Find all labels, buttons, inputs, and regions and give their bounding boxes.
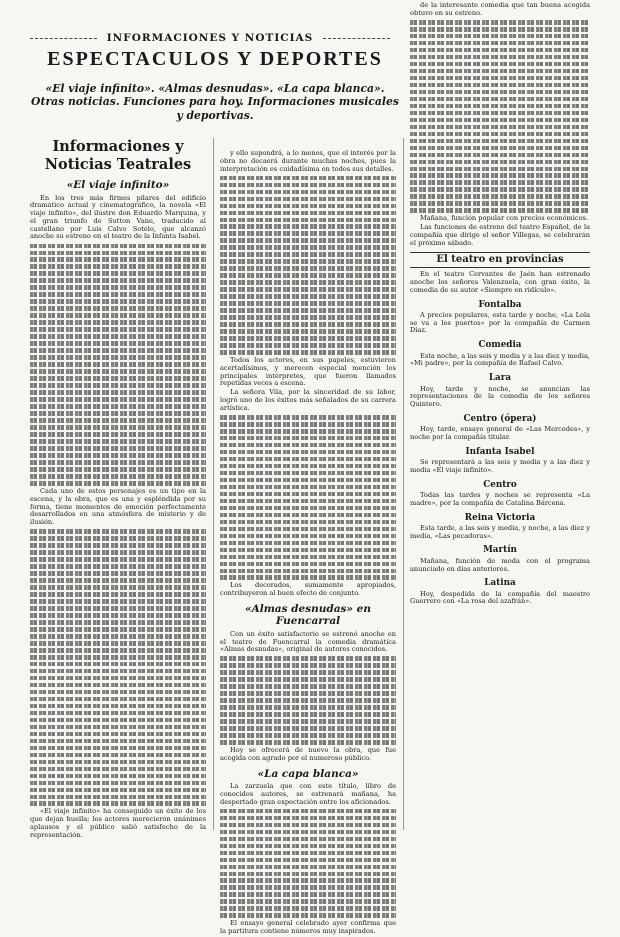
paragraph: La zarzuela que con este título, libro de conocidos autores, se estrenará mañana, ha despertado gran expectación entre los aficionados. — [220, 782, 396, 806]
paragraph-texture — [410, 20, 590, 213]
paragraph: y ello supondrá, a lo menos, que el interés por la obra no decaerá durante muchas noches, pues la interpretación es cuidadísima en todos sus detalles. — [220, 149, 396, 173]
box-title: El teatro en provincias — [410, 252, 590, 268]
theatre-name: Lara — [488, 373, 512, 384]
paragraph-texture — [220, 176, 396, 355]
paragraph: Todos los actores, en sus papeles, estuvieron acertadísimos, y merecen especial mención los principales intérpretes, que fueron llamados repetidas veces a escena. — [220, 356, 396, 388]
theatre-text: A precios populares, esta tarde y noche, «La Lola se va a los puertos» por la compañía de Carmen Díaz. — [410, 310, 590, 335]
column-2 — [220, 150, 396, 937]
paragraph: Con un éxito satisfactorio se estrenó anoche en el teatro de Fuencarral la comedia dramática «Almas desnudas», original de autores conocidos. — [220, 629, 396, 654]
theatre-text: Esta tarde, a las seis y media, y noche, a las diez y media, «Las pecadoras». — [410, 523, 590, 540]
theatre-text: Esta noche, a las seis y media y a las diez y media, «Mi padre», por la compañía de Rafael Calvo. — [410, 351, 590, 368]
paragraph: de la interesante comedia que tan buena acogida obtuvo en su estreno. — [410, 1, 590, 17]
theatre-name: Infanta Isabel — [465, 446, 535, 457]
paragraph-texture — [220, 656, 396, 745]
paragraph: «El viaje infinito» ha conseguido un éxito de los que dejan huella; los actores merecieron unánimes aplausos y el público salió satisfecho de la representación. — [30, 807, 206, 839]
paragraph: Hoy se ofrecerá de nuevo la obra, que fue acogida con agrado por el numeroso público. — [220, 746, 396, 762]
article-subtitle: «La capa blanca» — [257, 767, 359, 780]
column-1 — [30, 138, 206, 841]
theatre-text: Hoy, despedida de la compañía del maestro Guerrero con «La rosa del azafrán». — [410, 589, 590, 606]
theatre-name: Reina Victoria — [464, 512, 536, 523]
theatre-text: Hoy, tarde y noche, se anuncian las representaciones de la comedia de los señores Quintero. — [410, 384, 590, 409]
paragraph: Mañana, función popular con precios económicos. — [420, 214, 589, 223]
newspaper-page — [30, 1, 590, 936]
paragraph-texture — [30, 529, 206, 806]
paragraph-texture — [30, 244, 206, 486]
column-divider — [213, 138, 214, 830]
paragraph: La señora Vila, por la sinceridad de su labor, logró uno de los éxitos más señalados de su carrera artística. — [220, 388, 396, 412]
theatre-text: Mañana, función de moda con el programa anunciado en días anteriores. — [410, 556, 590, 573]
article-title: Informaciones y Noticias Teatrales — [44, 138, 192, 174]
paragraph: Las funciones de estreno del teatro Español, de la compañía que dirige el señor Villegas, se celebrarán el próximo sábado. — [410, 223, 590, 247]
theatre-text: Se representará a las seis y media y a las diez y media «El viaje infinito». — [410, 458, 590, 474]
article-subtitle: «El viaje infinito» — [66, 179, 170, 192]
column-3 — [410, 2, 590, 607]
theatre-name: Comedia — [478, 340, 522, 351]
theatre-name: Centro — [483, 479, 517, 490]
section-label: INFORMACIONES Y NOTICIAS — [106, 32, 314, 44]
headline: ESPECTACULOS Y DEPORTES — [47, 48, 383, 70]
column-divider — [403, 138, 404, 830]
subheadline: «El viaje infinito». «Almas desnudas». «La capa blanca». Otras noticias. Funciones para hoy. Informaciones musicales y deportivas. — [31, 82, 399, 122]
paragraph: En los tres más firmes pilares del edificio dramático actual y cinematográfico, la novela «El viaje infinito», del ilustre don Eduardo Marquina, y el gran triunfo de Sutton Vane, traducido al castellano por Luis Calvo Sotelo, que alcanzó anoche su estreno en el teatro de la Infanta Isabel. — [30, 193, 206, 241]
paragraph: En el teatro Cervantes de Jaén han estrenado anoche los señores Valenzuela, con gran éxito, la comedia de su autor «Siempre en ridículo». — [410, 270, 590, 294]
paragraph: Los decorados, sumamente apropiados, contribuyeron al buen efecto de conjunto. — [220, 581, 396, 598]
theatre-name: Centro (ópera) — [463, 413, 537, 424]
paragraph: El ensayo general celebrado ayer confirma que la partitura contiene números muy inspirados. — [220, 919, 396, 936]
theatre-name: Latina — [484, 578, 516, 589]
paragraph: Cada uno de estos personajes es un tipo en la escena, y la obra, que es una y espléndida por su forma, tiene momentos de emoción perfectamente desarrollados en una atmósfera de misterio y de ilusión. — [30, 486, 206, 527]
paragraph-texture — [220, 809, 396, 918]
section-header — [30, 30, 390, 46]
rule-right — [323, 38, 390, 39]
theatre-text: Hoy, tarde, ensayo general de «Las Mercedes», y noche por la compañía titular. — [410, 425, 590, 441]
theatre-text: Todas las tardes y noches se representa «La madre», por la compañía de Catalina Bárcena. — [410, 490, 590, 507]
rule-left — [30, 38, 97, 39]
paragraph-texture — [220, 415, 396, 580]
article-subtitle: «Almas desnudas» en Fuencarral — [245, 603, 371, 628]
theatre-name: Martín — [483, 545, 517, 556]
theatre-name: Fontalba — [478, 299, 522, 310]
